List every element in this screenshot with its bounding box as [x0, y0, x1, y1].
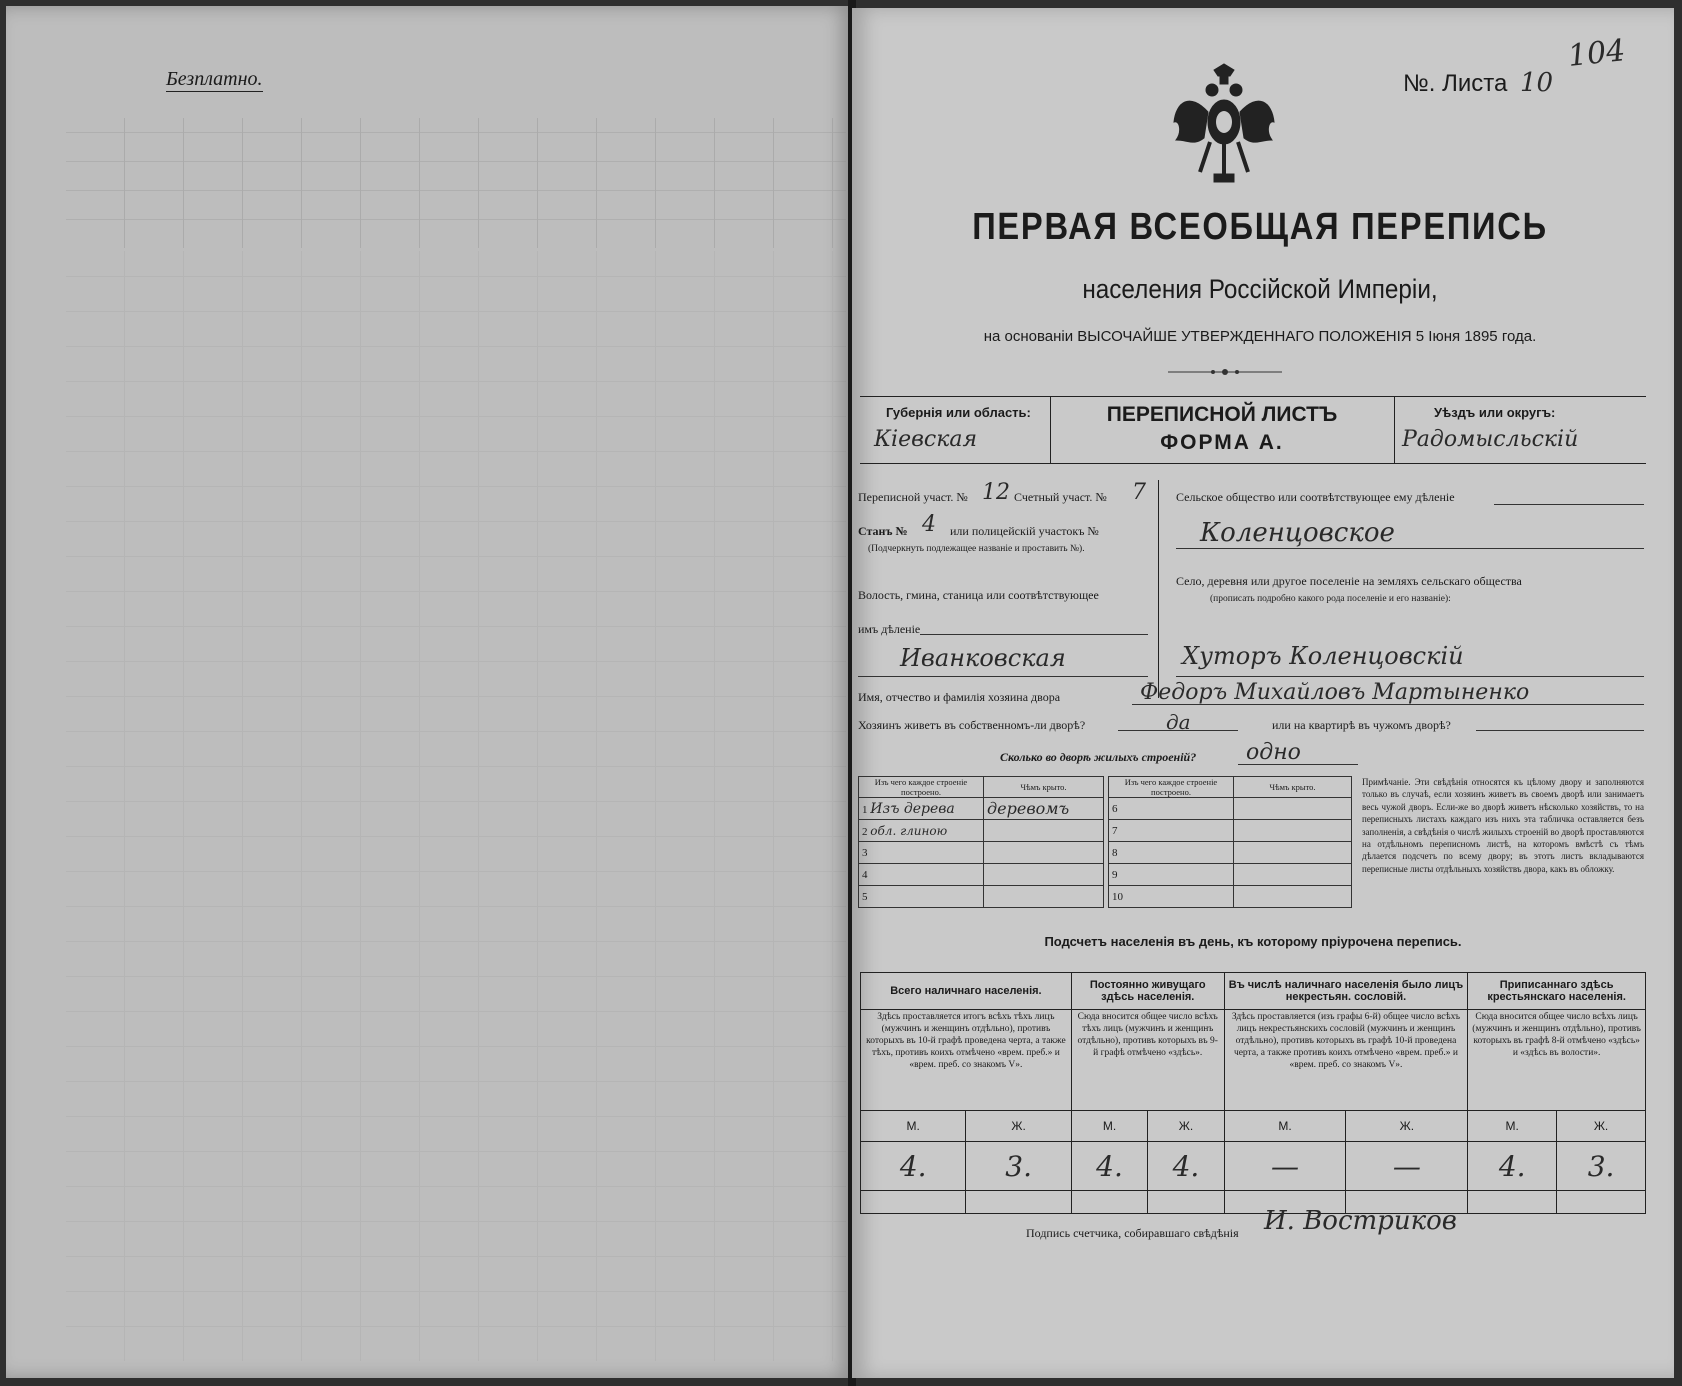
permanent-f: 4. [1148, 1142, 1224, 1191]
uezd-cell [1394, 397, 1646, 463]
uezd-label: Уѣздъ или округъ: [1434, 405, 1556, 420]
col-material-header-2: Изъ чего каждое строеніе построено. [1109, 777, 1234, 798]
left-page-back [6, 6, 852, 1378]
buildings-table-left [858, 776, 1104, 908]
form-title: ПЕРЕПИСНОЙ ЛИСТЪ [1106, 403, 1338, 426]
row2-material: обл. глиною [870, 823, 948, 838]
f-label: Ж. [1557, 1111, 1646, 1142]
stan-label: Станъ № [858, 524, 908, 538]
f-label: Ж. [1148, 1111, 1224, 1142]
gubernia-cell [860, 397, 1051, 463]
row1-roof: деревомъ [984, 798, 1104, 820]
bleed-through-table [66, 118, 846, 248]
table-row: 7 [1109, 820, 1352, 842]
form-subtitle: ФОРМА А. [1160, 431, 1284, 454]
census-district-label: Переписной участ. № [858, 490, 968, 504]
volost-value-line [858, 676, 1148, 677]
buildings-line [1238, 764, 1358, 765]
society-label: Сельское общество или соотвѣтствующее ему дѣленіе [1176, 490, 1455, 504]
table-row: 6 [1109, 798, 1352, 820]
table-row: 4 [859, 864, 1104, 886]
village-note: (прописать подробно какого рода поселеніе и его названіе): [1210, 594, 1451, 604]
m-label: М. [861, 1111, 966, 1142]
uezd-value: Радомысльскій [1402, 427, 1579, 452]
fields-separator [1158, 480, 1159, 698]
table-row: 2 обл. глиною [859, 820, 1104, 842]
stan-value: 4 [922, 512, 936, 537]
volost-value: Иванковская [900, 644, 1066, 672]
f-label: Ж. [1346, 1111, 1468, 1142]
desc-permanent: Сюда вносится общее число всѣхъ тѣхъ лицъ (мужчинъ и женщинъ отдѣльно), противъ которыхъ въ 9-й графѣ отмѣчено «здѣсь». [1071, 1010, 1224, 1111]
population-table [860, 972, 1646, 1214]
volost-underline [920, 634, 1148, 635]
gubernia-value: Кіевская [874, 427, 978, 452]
form-title-cell [1050, 397, 1395, 463]
table-row: 5 [859, 886, 1104, 908]
col-roof-header-2: Чѣмъ крыто. [1234, 777, 1352, 798]
society-value: Коленцовское [1200, 518, 1395, 548]
table-row: 9 [1109, 864, 1352, 886]
registered-peasant-m: 4. [1468, 1142, 1557, 1191]
free-label: Безплатно. [166, 68, 263, 90]
desc-non-peasant: Здѣсь проставляется (изъ графы 6-й) общее число всѣхъ лицъ некрестьянскихъ сословій (мужчинъ и женщинъ отдѣльно), противъ которыхъ въ графѣ 10-й проведена черта, а также противъ коихъ отмѣчено «врем. преб.» и «врем. преб. со знакомъ V». [1224, 1010, 1468, 1111]
society-value-line [1176, 548, 1644, 549]
faint-grid [66, 251, 846, 1361]
desc-registered-peasant: Сюда вносится общее число всѣхъ лицъ (мужчинъ и женщинъ отдѣльно), противъ которыхъ въ графѣ 8-й отмѣчено «здѣсь» и «здѣсь въ волости». [1468, 1010, 1646, 1111]
page-number: 104 [1566, 33, 1627, 74]
m-label: М. [1071, 1111, 1147, 1142]
col-material-header: Изъ чего каждое строеніе построено. [859, 777, 984, 798]
count-district-label: Счетный участ. № [1014, 490, 1107, 504]
f-label: Ж. [966, 1111, 1071, 1142]
buildings-label: Сколько во дворѣ жилыхъ строеній? [1000, 750, 1197, 764]
signature-label: Подпись счетчика, собиравшаго свѣдѣнія [1026, 1226, 1239, 1240]
volost-label-line2: имъ дѣленіе [858, 622, 921, 636]
sheet-number-label: №. Листа [1403, 70, 1508, 97]
desc-total-present: Здѣсь проставляется итогъ всѣхъ тѣхъ лицъ (мужчинъ и женщинъ отдѣльно), противъ которыхъ въ 10-й графѣ проведена черта, а также тѣхъ, противъ коихъ отмѣчено «врем. преб.» и «врем. преб. со знакомъ V». [861, 1010, 1072, 1111]
population-heading: Подсчетъ населенія въ день, къ которому пріурочена перепись. [1044, 934, 1462, 949]
total-present-m: 4. [861, 1142, 966, 1191]
table-row: 10 [1109, 886, 1352, 908]
buildings-table-right [1108, 776, 1352, 908]
owner-value: Федоръ Михайловъ Мартыненко [1140, 680, 1530, 705]
rent-line [1476, 730, 1644, 731]
non-peasant-f: — [1346, 1142, 1468, 1191]
village-value: Хуторъ Коленцовскій [1182, 642, 1464, 670]
owner-label: Имя, отчество и фамилія хозяина двора [858, 690, 1061, 704]
non-peasant-m: — [1224, 1142, 1346, 1191]
society-label-line [1494, 504, 1644, 505]
own-yard-label: Хозяинъ живетъ въ собственномъ-ли дворѣ? [858, 718, 1086, 732]
imperial-eagle-emblem [1170, 62, 1278, 190]
col-total-present: Всего наличнаго населенія. [861, 973, 1072, 1010]
m-label: М. [1468, 1111, 1557, 1142]
census-district-value: 12 [982, 480, 1010, 505]
legal-basis: на основаніи ВЫСОЧАЙШЕ УТВЕРЖДЕННАГО ПОЛОЖЕНІЯ 5 Іюня 1895 года. [983, 328, 1537, 345]
table-row: 3 [859, 842, 1104, 864]
form-header [860, 396, 1646, 464]
gubernia-label: Губернія или область: [886, 405, 1031, 420]
buildings-note: Примѣчаніе. Эти свѣдѣнія относятся къ цѣлому двору и заполняются только въ случаѣ, если хозяинъ живетъ въ своемъ дворѣ или занимаетъ весь чужой дворъ. Если-же во дворѣ живетъ нѣсколько хозяйствъ, то на переписныхъ листахъ каждаго изъ нихъ эта табличка оставляется безъ заполненія, а свѣдѣнія о числѣ жилыхъ строеній во дворѣ проставляются на отдѣльномъ переписномъ листѣ, на которомъ вмѣстѣ съ тѣмъ дѣлается подсчетъ по всему двору; въ этотъ листъ вкладываются переписные листы отдѣльныхъ хозяйствъ двора, какъ въ обложку. [1362, 777, 1644, 874]
rent-label: или на квартирѣ въ чужомъ дворѣ? [1272, 718, 1451, 732]
buildings-value: одно [1246, 740, 1301, 765]
table-row: 1 Изъ дерева деревомъ [859, 798, 1104, 820]
police-district-label: или полицейскій участокъ № [950, 524, 1099, 538]
m-label: М. [1224, 1111, 1346, 1142]
row1-material: Изъ дерева [870, 800, 955, 817]
village-value-line [1176, 676, 1644, 677]
own-yard-value: да [1166, 710, 1191, 734]
ornament-divider [1168, 368, 1282, 376]
registered-peasant-f: 3. [1557, 1142, 1646, 1191]
document-subtitle: населения Россійской Имперіи, [1082, 274, 1438, 304]
table-row: 8 [1109, 842, 1352, 864]
stan-note: (Подчеркнуть подлежащее названіе и проставить №). [868, 544, 1085, 554]
owner-line [1132, 704, 1644, 705]
volost-label-line1: Волость, гмина, станица или соотвѣтствующее [858, 588, 1099, 602]
col-registered-peasant: Приписаннаго здѣсь крестьянскаго населенія. [1468, 973, 1646, 1010]
village-label: Село, деревня или другое поселеніе на земляхъ сельскаго общества [1176, 574, 1522, 588]
col-permanent: Постоянно живущаго здѣсь населенія. [1071, 973, 1224, 1010]
count-district-value: 7 [1132, 480, 1146, 505]
col-roof-header: Чѣмъ крыто. [984, 777, 1104, 798]
total-present-f: 3. [966, 1142, 1071, 1191]
permanent-m: 4. [1071, 1142, 1147, 1191]
sheet-number-value: 10 [1520, 68, 1554, 98]
document-title: ПЕРВАЯ ВСЕОБЩАЯ ПЕРЕПИСЬ [972, 206, 1548, 248]
signature-value: И. Востриков [1264, 1206, 1457, 1236]
col-non-peasant: Въ числѣ наличнаго населенія было лицъ некрестьян. сословій. [1224, 973, 1468, 1010]
